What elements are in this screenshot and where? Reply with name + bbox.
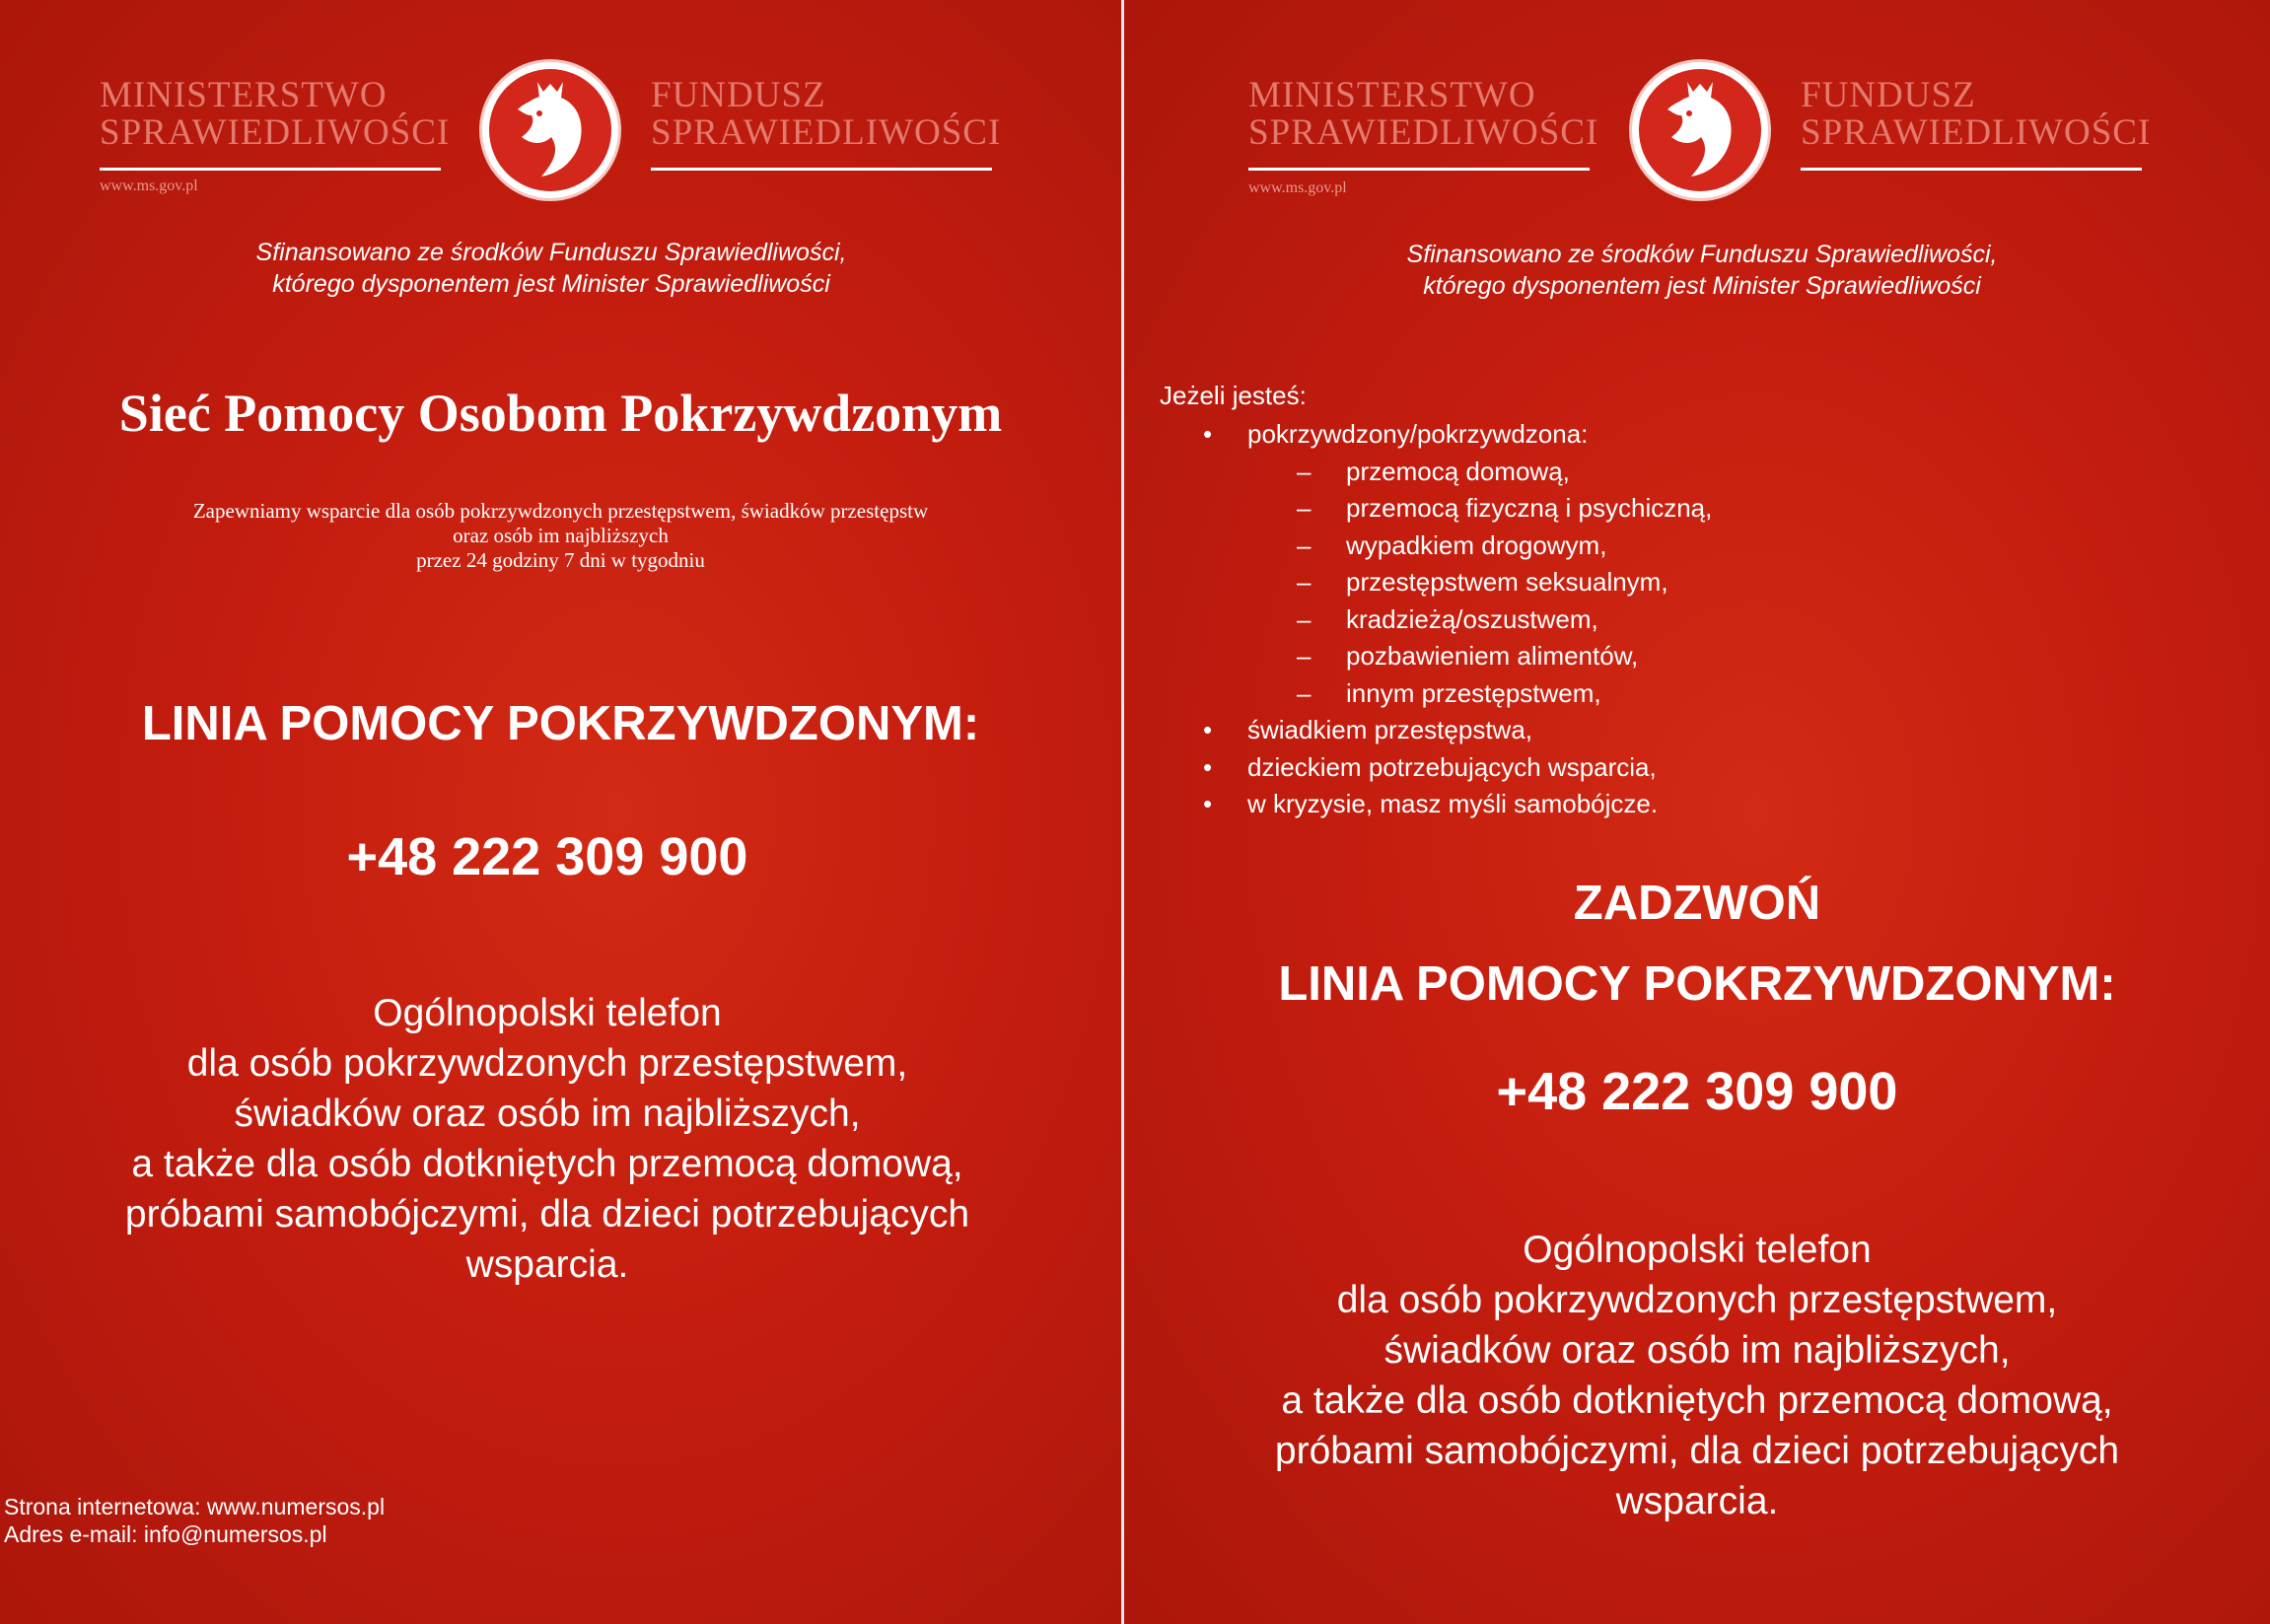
- call-heading: ZADZWOŃ: [1573, 877, 1821, 930]
- funding-note: Sfinansowano ze środków Funduszu Sprawiedliwości, którego dysponentem jest Minister Sprawiedliwości: [255, 239, 847, 298]
- helpline-heading: LINIA POMOCY POKRZYWDZONYM:: [141, 697, 980, 750]
- fund-underline: [1801, 168, 2142, 171]
- list-item: – przemocą domową,: [1247, 454, 1712, 491]
- bullet-icon: •: [1203, 789, 1213, 818]
- header: [0, 59, 1121, 207]
- list-item: – wypadkiem drogowym,: [1247, 528, 1712, 565]
- helpline-description: Ogólnopolski telefon dla osób pokrzywdzonych przestępstwem, świadków oraz osób im najbliższych, a także dla osób dotkniętych przemocą domową, próbami samobójczymi, dla dzieci potrzebujących wsparcia.: [124, 992, 970, 1286]
- dash-icon: –: [1297, 530, 1312, 560]
- ministry-url: www.ms.gov.pl: [1248, 179, 1347, 196]
- email-link[interactable]: Adres e-mail: info@numersos.pl: [4, 1521, 327, 1547]
- list-item: • dzieckiem potrzebujących wsparcia,: [1203, 749, 1712, 787]
- support-note: Zapewniamy wsparcie dla osób pokrzywdzonych przestępstwem, świadków przestępstw oraz osób im najbliższych przez 24 godziny 7 dni w tygodniu: [192, 499, 929, 572]
- fund-name: FUNDUSZ SPRAWIEDLIWOŚCI: [1801, 75, 2152, 153]
- dash-icon: –: [1297, 567, 1312, 597]
- list-item: – innym przestępstwem,: [1247, 675, 1712, 713]
- fund-underline: [651, 168, 992, 171]
- funding-note: Sfinansowano ze środków Funduszu Sprawiedliwości, którego dysponentem jest Minister Sprawiedliwości: [1406, 241, 1998, 300]
- helpline-heading: LINIA POMOCY POKRZYWDZONYM:: [1278, 957, 2116, 1011]
- header: [1124, 59, 2270, 207]
- eagle-emblem-icon: [1629, 59, 1771, 201]
- contact-info: [4, 1493, 385, 1548]
- crime-type-list: [1247, 454, 1712, 713]
- list-item: – kradzieżą/oszustwem,: [1247, 601, 1712, 639]
- bullet-icon: •: [1203, 715, 1213, 744]
- ministry-name: MINISTERSTWO SPRAWIEDLIWOŚCI: [1248, 75, 1599, 153]
- list-item: – przemocą fizyczną i psychiczną,: [1247, 490, 1712, 528]
- intro-text: Jeżeli jesteś:: [1160, 381, 1307, 410]
- eagle-emblem-icon: [479, 59, 621, 201]
- dash-icon: –: [1297, 493, 1312, 523]
- right-flyer: [1124, 0, 2270, 1624]
- list-item: • świadkiem przestępstwa,: [1203, 712, 1712, 749]
- ministry-url: www.ms.gov.pl: [100, 177, 198, 194]
- list-item: – przestępstwem seksualnym,: [1247, 564, 1712, 601]
- list-item: – pozbawieniem alimentów,: [1247, 638, 1712, 675]
- dash-icon: –: [1297, 603, 1312, 634]
- page-title: Sieć Pomocy Osobom Pokrzywdzonym: [118, 384, 1003, 443]
- bullet-icon: •: [1203, 751, 1213, 782]
- ministry-underline: [1248, 168, 1590, 171]
- eligibility-list: [1203, 416, 1712, 823]
- bullet-icon: •: [1203, 419, 1213, 449]
- ministry-name: MINISTERSTWO SPRAWIEDLIWOŚCI: [100, 75, 451, 153]
- dash-icon: –: [1297, 641, 1312, 671]
- helpline-description: Ogólnopolski telefon dla osób pokrzywdzonych przestępstwem, świadków oraz osób im najbliższych, a także dla osób dotkniętych przemocą domową, próbami samobójczymi, dla dzieci potrzebujących wsparcia.: [1274, 1229, 2120, 1522]
- phone-number: +48 222 309 900: [346, 827, 748, 886]
- phone-number: +48 222 309 900: [1496, 1062, 1898, 1121]
- website-link[interactable]: Strona internetowa: www.numersos.pl: [4, 1494, 386, 1519]
- dash-icon: –: [1297, 677, 1312, 708]
- list-item: • w kryzysie, masz myśli samobójcze.: [1203, 786, 1712, 823]
- ministry-underline: [100, 168, 441, 171]
- left-flyer: [0, 0, 1121, 1624]
- list-item: • pokrzywdzony/pokrzywdzona: – przemocą domową, – przemocą fizyczną i psychiczną, – wypadkiem drogowym, – przestępstwem seksualnym, – kradzieżą/oszustwem, – pozbawieniem alimentów, – innym przestępstwem,: [1203, 416, 1712, 712]
- dash-icon: –: [1297, 456, 1312, 486]
- fund-name: FUNDUSZ SPRAWIEDLIWOŚCI: [651, 75, 1002, 153]
